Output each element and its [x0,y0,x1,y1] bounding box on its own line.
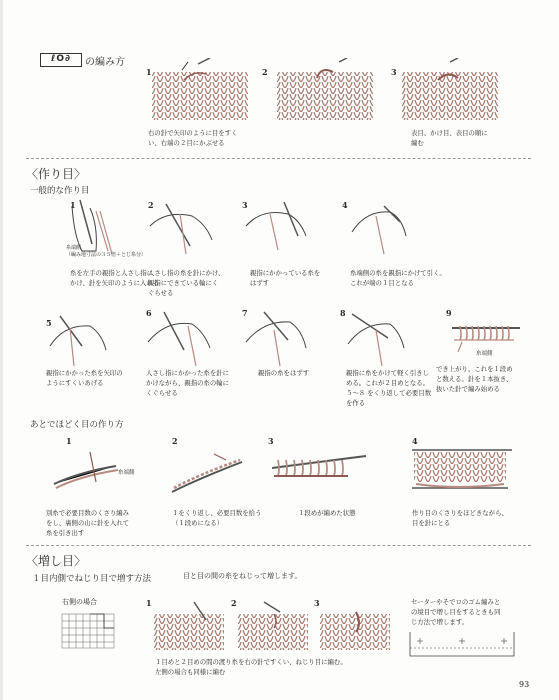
step-num: 9 [446,308,452,318]
step-num: 2 [148,200,154,210]
increase-note: １目めと２目めの間の渡り糸を右の針ですくい、ねじり目に編む。 左側の場合も同様に編む [155,658,347,676]
section-divider [26,545,531,546]
step-num: 8 [340,308,346,318]
step-num: 1 [70,200,76,210]
hand-illustration [338,306,418,368]
stitch-chart-grid [60,612,116,650]
knit-swatch-illustration [234,600,312,656]
knit-swatch-illustration [316,600,394,656]
step-text: 親指にかかった糸を矢印の ようにすくいあげる [46,369,123,387]
chain-illustration [170,448,245,496]
step-text: 糸端側の糸を親指にかけて引く。 これが端の１目となる [350,269,446,287]
step-num: 1 [66,436,72,446]
step-text: 人さし指にかかった糸を針に かけながら、親指の糸の輪に くぐらせる [146,369,230,397]
step-num: 4 [412,436,418,446]
label-yarn-end: 糸端側 [476,351,493,357]
step-num: 2 [172,436,178,446]
hand-illustration [144,306,224,368]
top-step-text: 表目、かけ目、表目の順に 編む [411,129,488,147]
hand-illustration [40,306,120,368]
section-divider [26,158,531,159]
hand-illustration [340,196,420,258]
hand-illustration [240,306,320,368]
step-text: 人さし指の糸を針にかけ、 親指にできている輪にく ぐらせる [148,269,225,297]
step-text: 作り目のくさりをほどきながら、 目を針にとる [412,509,508,527]
right-case-label: 右側の場合 [62,598,97,606]
step-num: 7 [242,308,248,318]
sweater-diagram [406,628,518,666]
chain-illustration [268,452,368,480]
step-text: でき上がり。これを１段め と数える。針を１本抜き、 抜いた針で編み始める [436,365,513,393]
increase-subtitle: １目内側でねじり目で増す方法 [32,574,152,584]
label-yarn-end: 糸端側 [118,470,135,476]
knit-swatch-illustration [148,58,253,123]
increase-side-note: セーターやそでロのゴム編みと の境目で増し目をするときも同 じ方法で増します。 [411,598,501,626]
step-text: 糸を左手の親指と人さし指に かけ、針を矢印のように入れる [70,269,160,287]
cast-on-title: 〈作り目〉 [26,167,87,181]
step-num: 6 [146,308,152,318]
top-step-num: 3 [391,67,397,77]
step-num: 1 [146,598,152,608]
yarn-note: 糸端側 （編み地寸法の３５倍＋とじ糸分） [66,245,147,258]
increase-subtitle-note: 目と目の間の糸をねじって増します。 [183,572,302,580]
knit-swatch-illustration [398,58,503,123]
step-text: 親指にかかっている糸を はずす [250,269,321,287]
top-step-num: 2 [262,67,268,77]
step-num: 4 [342,200,348,210]
step-text: 別糸で必要目数のくさり編み をし、裏側の山に針を入れて 糸を引き出す [46,509,130,537]
step-num: 3 [242,200,248,210]
step-text: 親指の糸をはずす [258,369,310,377]
page-number: 93 [519,680,530,689]
step-text: １をくり返し、必要目数を拾う （１段めになる） [172,509,262,527]
top-step-text: 右の針で矢印のように目をすく い、右端の２目にかぶせる [148,129,238,147]
cast-on-subtitle: 一般的な作り目 [30,186,90,196]
step-text: 親指に糸をかけて軽く引きし める。これが２目めとなる。 ５〜８ をくり返して必要目数 を作る [346,369,432,407]
step-num: 5 [46,318,52,328]
knit-swatch-illustration [150,600,228,656]
step-text: １段めが編めた状態 [298,509,356,517]
step-num: 2 [231,598,237,608]
stitch-symbol-box: ℓO∂ [40,53,82,67]
step-num: 3 [314,598,320,608]
step-num: 3 [268,436,274,446]
top-title: の編み方 [85,57,125,68]
hand-illustration [240,196,320,258]
knit-swatch-illustration [408,446,518,498]
page-edge [0,0,3,700]
increase-title: 〈増し目〉 [26,554,87,568]
provisional-subtitle: あとでほどく目の作り方 [30,420,124,430]
top-step-num: 1 [146,67,152,77]
hand-illustration [146,196,226,258]
knit-swatch-illustration [273,58,378,123]
